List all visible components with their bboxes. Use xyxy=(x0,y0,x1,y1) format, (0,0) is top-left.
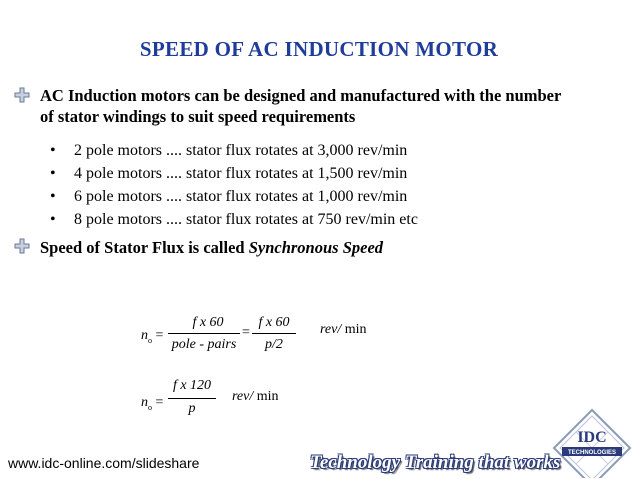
bullet-text-synchronous: Speed of Stator Flux is called Synchronous Speed xyxy=(40,238,384,257)
plus-bullet-icon xyxy=(14,238,30,254)
bullet-text-line2: of stator windings to suit speed requirements xyxy=(40,107,356,126)
footer-tagline: Technology Training that works xyxy=(310,452,561,473)
bullet-dot-icon: • xyxy=(50,211,56,228)
fraction-bar xyxy=(168,398,216,399)
fraction-bar xyxy=(252,333,296,334)
bullet-dot-icon: • xyxy=(50,165,56,182)
sub-bullet-item: • 8 pole motors .... stator flux rotates at 750 rev/min etc xyxy=(50,211,418,228)
slide-title: SPEED OF AC INDUCTION MOTOR xyxy=(139,37,499,61)
plus-bullet-icon xyxy=(14,87,30,103)
bullet-dot-icon: • xyxy=(50,188,56,205)
footer-url: www.idc-online.com/slideshare xyxy=(8,455,200,471)
fraction-bar xyxy=(168,333,240,334)
idc-logo-icon xyxy=(552,408,632,478)
sub-bullet-item: • 4 pole motors .... stator flux rotates at 1,500 rev/min xyxy=(50,165,408,182)
svg-text:TECHNOLOGIES: TECHNOLOGIES xyxy=(567,450,617,456)
bullet-dot-icon: • xyxy=(50,142,56,159)
sub-bullet-item: • 2 pole motors .... stator flux rotates at 3,000 rev/min xyxy=(50,142,408,159)
bullet-text-line1: AC Induction motors can be designed and manufactured with the number xyxy=(40,86,562,105)
sub-bullet-item: • 6 pole motors .... stator flux rotates at 1,000 rev/min xyxy=(50,188,408,205)
svg-text:IDC: IDC xyxy=(577,429,607,446)
